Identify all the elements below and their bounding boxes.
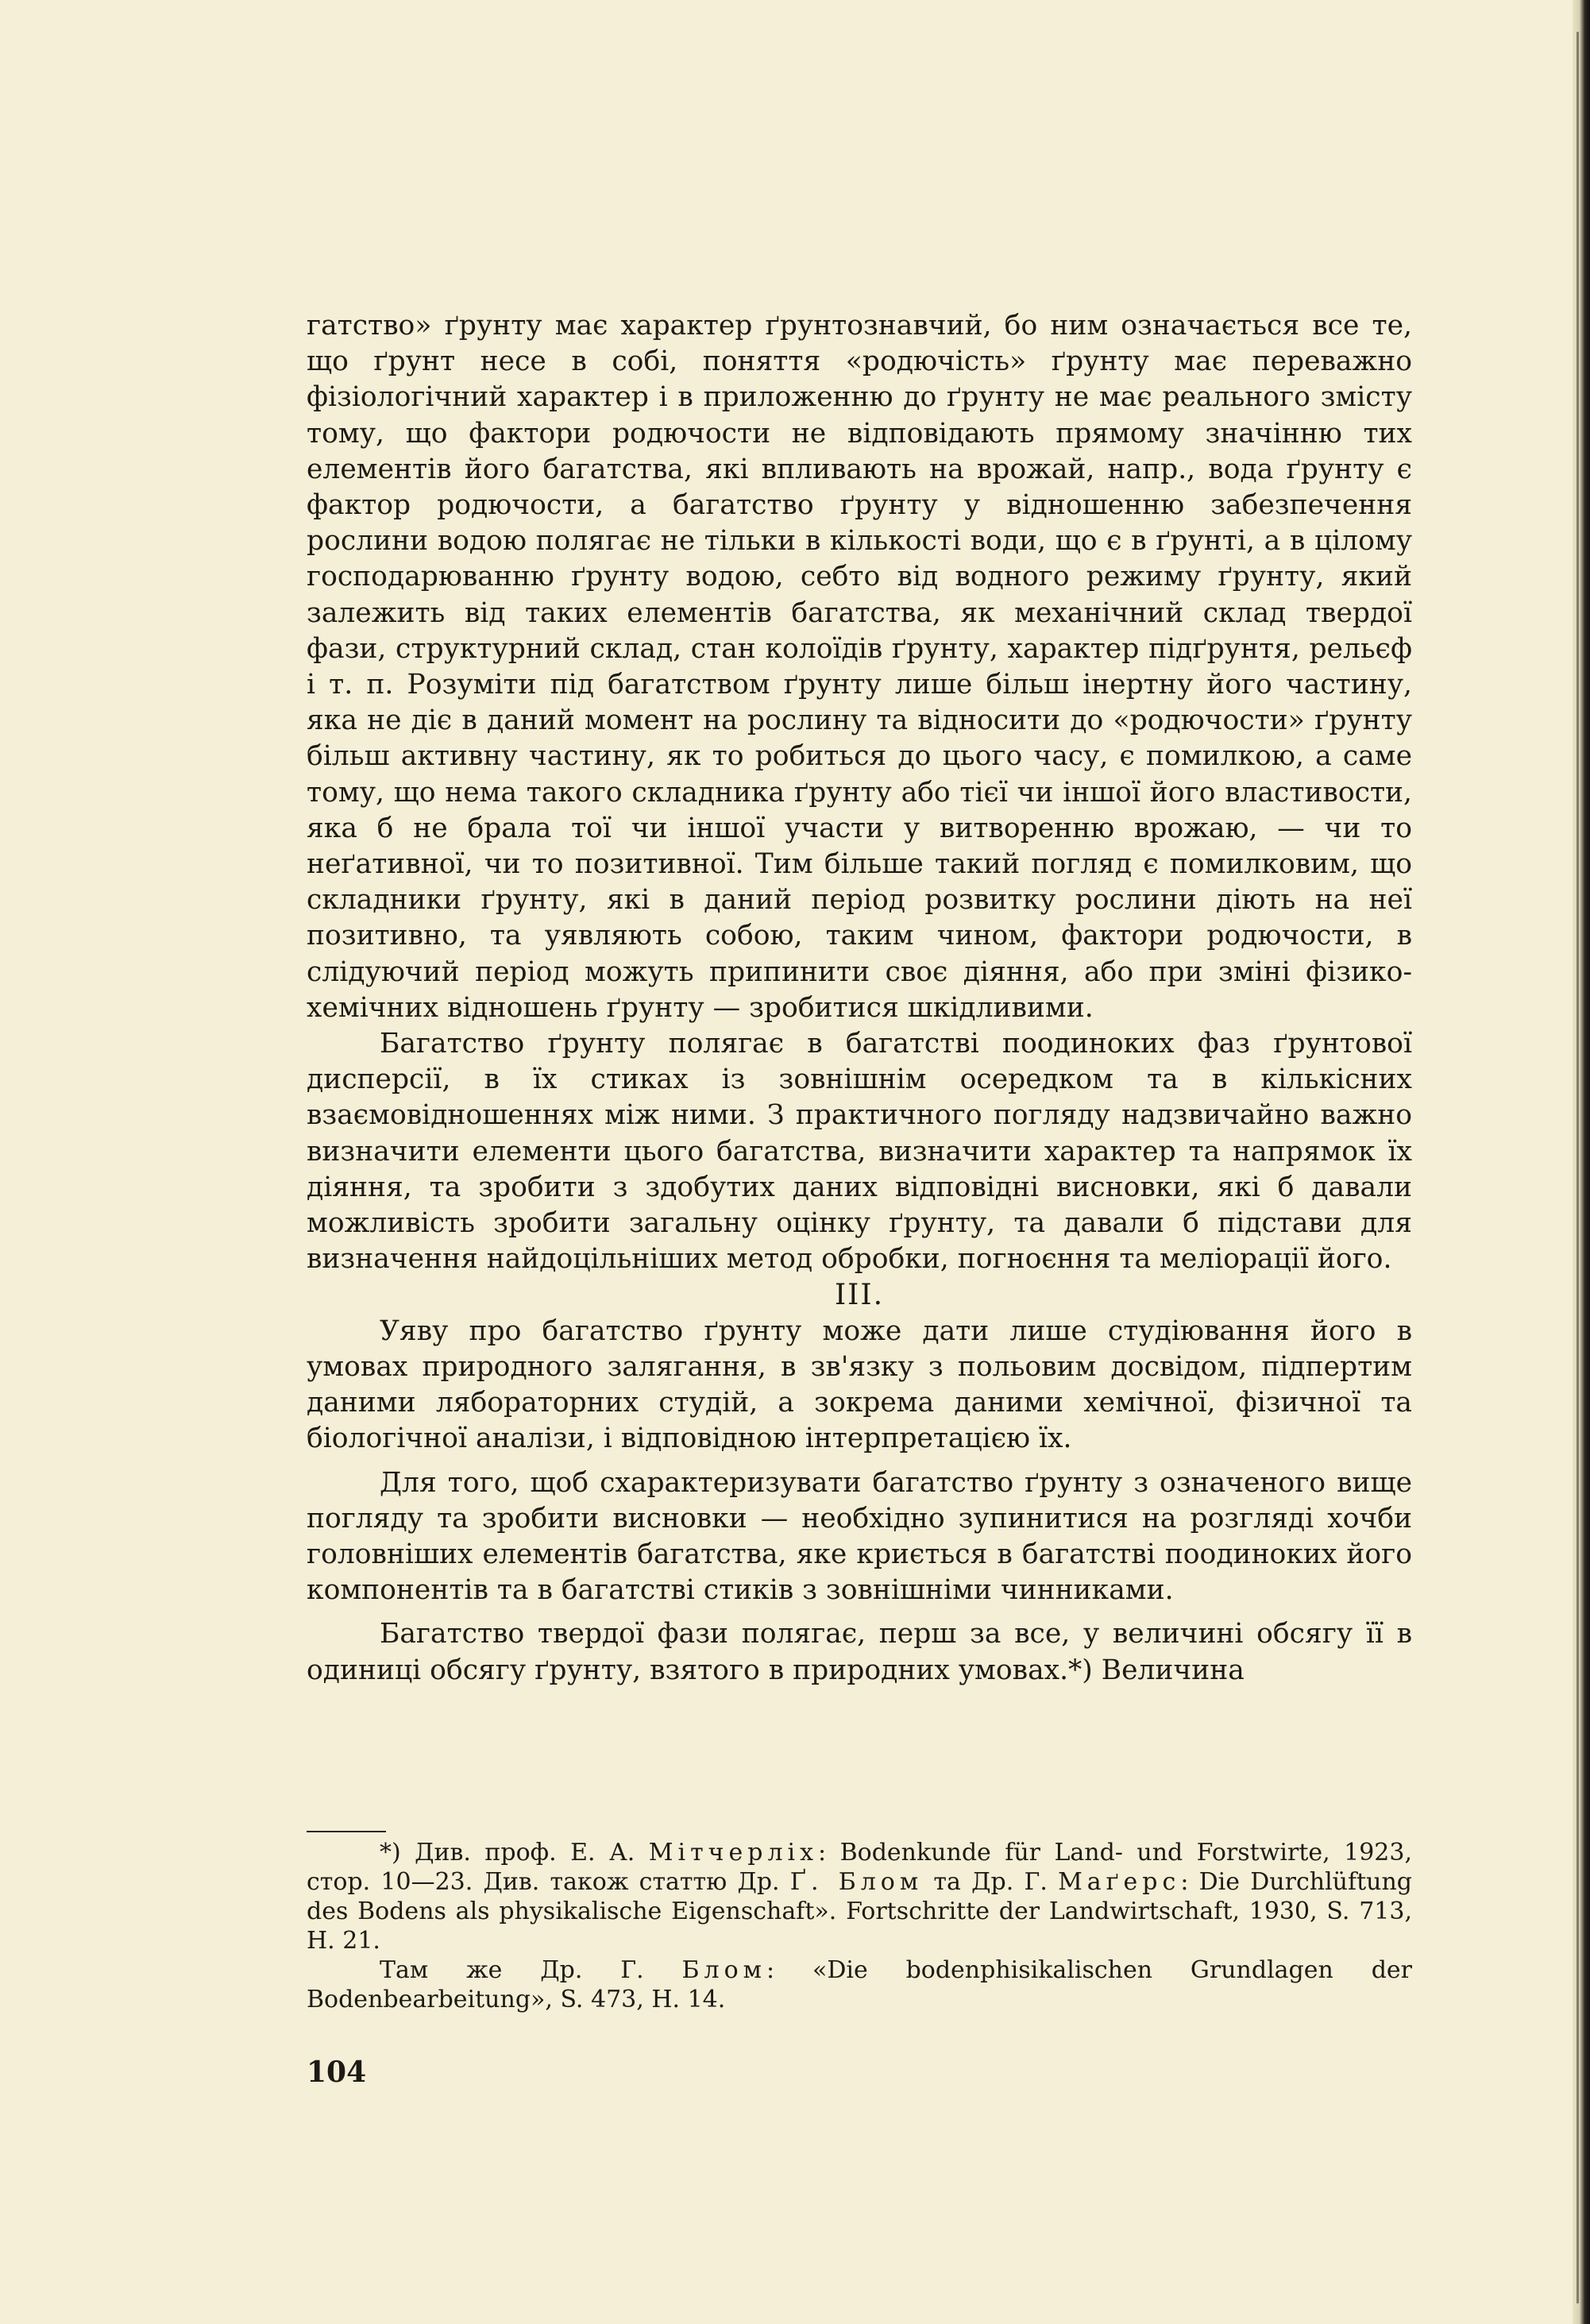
paragraph: Багатство ґрунту полягає в багатстві поодиноких фаз ґрунтової дисперсії, в їх стиках із зовнішнім осередком та в кількісних взаємовідношеннях між ними. З практичного погляду надзвичайно важно визначити елементи цього багатства, визначити характер та напрямок їх діяння, та зробити з здобутих даних відповідні висновки, які б давали можливість зробити загальну оцінку ґрунту, та давали б підстави для визначення найдоцільніших метод обробки, погноєння та меліорації його. (307, 1028, 1412, 1276)
footnote-author: Блом (681, 1956, 767, 1984)
paragraph: Уяву про багатство ґрунту може дати лише студіювання його в умовах природного залягання, в зв'язку з польовим досвідом, підпертим даними ляборaторних студій, а зокрема даними хемічної, фізичної та біологічної аналізи, і відповідною інтерпретацією їх. (307, 1314, 1412, 1455)
page-number: 104 (307, 2056, 367, 2089)
footnote-2 (307, 1955, 1412, 2014)
main-text (307, 308, 1412, 1689)
footnote-author: Маґерс (1058, 1868, 1181, 1896)
footnote-1 (307, 1838, 1412, 1955)
section-heading: III. (834, 1279, 885, 1312)
paragraph: Для того, щоб схарактеризувати багатство ґрунту з означеного вище погляду та зробити висновки — необхідно зупинитися на розгляді хочби головніших елементів багатства, яке криється в багатстві поодиноких його компонентів та в багатстві стиків з зовнішніми чинниками. (307, 1466, 1412, 1607)
page-binding-edge (1573, 0, 1590, 2324)
footnote-author: Мітчерліх (648, 1839, 819, 1867)
footnote-author: Ґ. Блом (789, 1868, 924, 1896)
footnote-text: Там же Др. Г. (380, 1956, 682, 1984)
footnote-text: та Др. Г. (923, 1868, 1059, 1896)
footnote-text: : Bodenkunde für Land- und Forstwirte, 1923, стор. 10—23. Див. також статтю Др. (307, 1839, 1412, 1896)
footnote-text: : «Die bodenphisikalischen Grundlagen der Bodenbearbeitung», S. 473, H. 14. (307, 1956, 1412, 2013)
paragraph-continued: гатство» ґрунту має характер ґрунтознавчий, бо ним означається все те, що ґрунт несе в собі, поняття «родючість» ґрунту має переважно фізіологічний характер і в приложенню до ґрунту не має реального змісту тому, що фактори родючости не відповідають прямому значінню тих елементів його багатства, які впливають на врожай, напр., вода ґрунту є фактор родючости, а багатство ґрунту у відношенню забезпечення рослини водою полягає не тільки в кількості води, що є в ґрунті, а в цілому господарюванню ґрунту водою, себто від водного режиму ґрунту, який залежить від таких елементів багатства, як механічний склад твердої фази, структурний склад, стан колоїдів ґрунту, характер підґрунтя, рельєф і т. п. Розуміти під багатством ґрунту лише більш інертну його частину, яка не діє в даний момент на рослину та відносити до «родючости» ґрунту більш активну частину, як то робиться до цього часу, є помилкою, а саме тому, що нема такого складника ґрунту або тієї чи іншої його властивости, яка б не брала тої чи іншої участи у витворенню врожаю, — чи то неґативної, чи то позитивної. Тим більше такий погляд є помилковим, що складники ґрунту, які в даний період розвитку рослини діють на неї позитивно, та уявляють собою, таким чином, фактори родючости, в слідуючий період можуть припинити своє діяння, або при зміні фізико-хемічних відношень ґрунту — зробитися шкідливими. (307, 310, 1412, 1024)
footnote-separator (307, 1831, 386, 1832)
page-edge-line (1576, 32, 1579, 2303)
paragraph: Багатство твердої фази полягає, перш за все, у величині обсягу її в одиниці обсягу ґрунту, взятого в природних умовах.*) Величина (307, 1618, 1412, 1686)
footnote-text: *) Див. проф. Е. А. (380, 1839, 649, 1867)
footnote-text: : Die Durchlüftung des Bodens als physikalische Eigenschaft». Fortschritte der Landwirtschaft, 1930, S. 713, H. 21. (307, 1868, 1413, 1955)
footnotes (307, 1838, 1412, 2014)
